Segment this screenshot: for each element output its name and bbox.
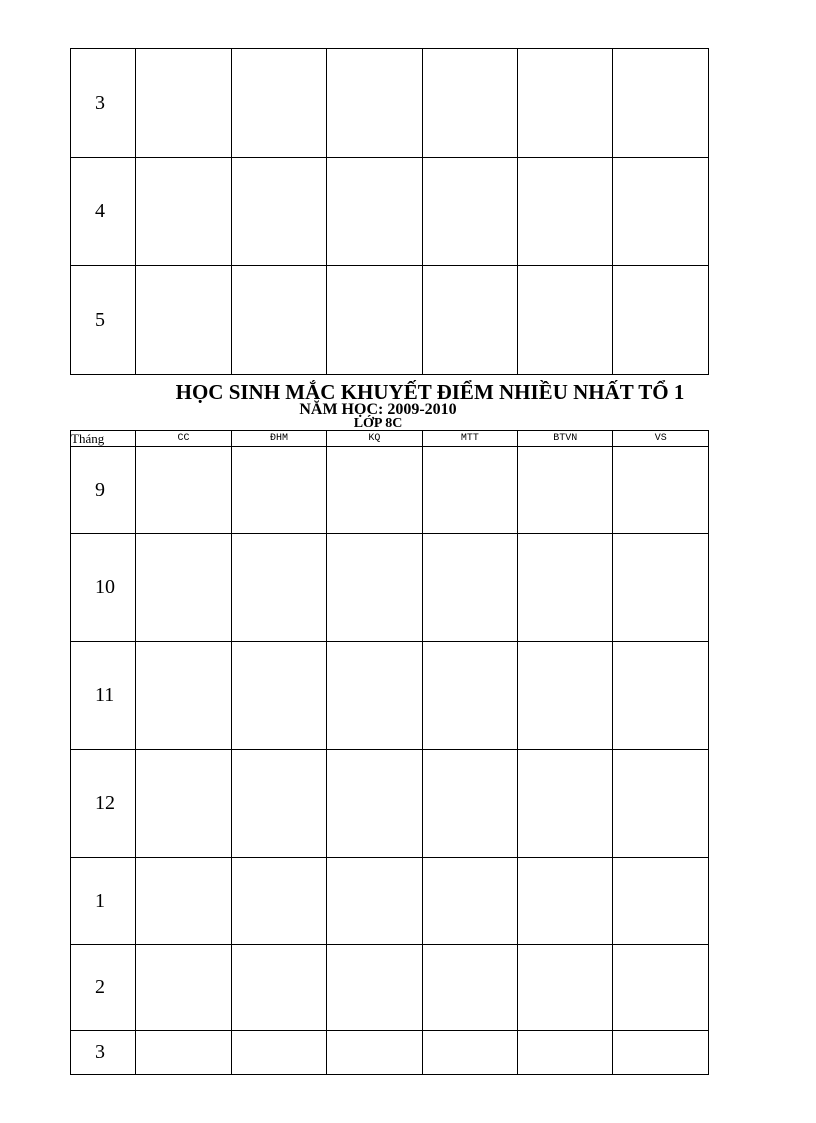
empty-cell[interactable] — [518, 642, 613, 750]
empty-cell[interactable] — [422, 858, 517, 945]
header-cc: CC — [136, 431, 231, 447]
table-row — [71, 750, 709, 858]
empty-cell[interactable] — [136, 1031, 231, 1075]
empty-cell[interactable] — [327, 750, 422, 858]
empty-cell[interactable] — [422, 750, 517, 858]
table-row — [71, 534, 709, 642]
empty-cell[interactable] — [231, 266, 326, 375]
empty-cell[interactable] — [422, 945, 517, 1031]
empty-cell[interactable] — [422, 642, 517, 750]
empty-cell[interactable] — [613, 858, 709, 945]
empty-cell[interactable] — [613, 447, 709, 534]
empty-cell[interactable] — [136, 642, 231, 750]
empty-cell[interactable] — [231, 1031, 326, 1075]
header-kq: KQ — [327, 431, 422, 447]
empty-cell[interactable] — [231, 858, 326, 945]
empty-cell[interactable] — [327, 1031, 422, 1075]
empty-cell[interactable] — [518, 750, 613, 858]
header-row — [71, 431, 709, 447]
empty-cell[interactable] — [231, 534, 326, 642]
empty-cell[interactable] — [327, 642, 422, 750]
table-row — [71, 49, 709, 158]
empty-cell[interactable] — [327, 447, 422, 534]
empty-cell[interactable] — [136, 750, 231, 858]
empty-cell[interactable] — [327, 49, 422, 158]
empty-cell[interactable] — [136, 858, 231, 945]
empty-cell[interactable] — [136, 534, 231, 642]
empty-cell[interactable] — [422, 1031, 517, 1075]
empty-cell[interactable] — [136, 158, 231, 266]
empty-cell[interactable] — [518, 49, 613, 158]
month-cell: 2 — [71, 945, 136, 1031]
empty-cell[interactable] — [518, 858, 613, 945]
month-cell: 1 — [71, 858, 136, 945]
table-row — [71, 642, 709, 750]
empty-cell[interactable] — [613, 158, 709, 266]
month-cell: 5 — [71, 266, 136, 375]
page-title: HỌC SINH MẮC KHUYẾT ĐIỂM NHIỀU NHẤT TỔ 1 — [175, 380, 685, 404]
empty-cell[interactable] — [613, 266, 709, 375]
empty-cell[interactable] — [422, 447, 517, 534]
header-vs: VS — [613, 431, 709, 447]
empty-cell[interactable] — [613, 534, 709, 642]
month-cell: 12 — [71, 750, 136, 858]
empty-cell[interactable] — [613, 49, 709, 158]
header-btvn: BTVN — [518, 431, 613, 447]
empty-cell[interactable] — [136, 266, 231, 375]
empty-cell[interactable] — [422, 49, 517, 158]
month-cell: 9 — [71, 447, 136, 534]
empty-cell[interactable] — [518, 158, 613, 266]
empty-cell[interactable] — [231, 158, 326, 266]
table-row — [71, 945, 709, 1031]
table-row — [71, 858, 709, 945]
empty-cell[interactable] — [518, 534, 613, 642]
empty-cell[interactable] — [231, 642, 326, 750]
empty-cell[interactable] — [518, 945, 613, 1031]
empty-cell[interactable] — [422, 534, 517, 642]
table-row — [71, 158, 709, 266]
month-cell: 3 — [71, 1031, 136, 1075]
table-row — [71, 447, 709, 534]
top-tracking-table — [70, 48, 709, 375]
month-cell: 3 — [71, 49, 136, 158]
empty-cell[interactable] — [231, 49, 326, 158]
empty-cell[interactable] — [613, 1031, 709, 1075]
monthly-tracking-table — [70, 430, 709, 1075]
empty-cell[interactable] — [231, 447, 326, 534]
header-mtt: MTT — [422, 431, 517, 447]
table-row — [71, 266, 709, 375]
empty-cell[interactable] — [327, 858, 422, 945]
header-month: Tháng — [71, 431, 136, 447]
empty-cell[interactable] — [613, 945, 709, 1031]
empty-cell[interactable] — [613, 750, 709, 858]
class-title: LỚP 8C — [353, 416, 403, 431]
month-cell: 10 — [71, 534, 136, 642]
empty-cell[interactable] — [518, 266, 613, 375]
table-row — [71, 1031, 709, 1075]
empty-cell[interactable] — [327, 945, 422, 1031]
empty-cell[interactable] — [613, 642, 709, 750]
empty-cell[interactable] — [327, 534, 422, 642]
header-dhm: ĐHM — [231, 431, 326, 447]
empty-cell[interactable] — [231, 945, 326, 1031]
empty-cell[interactable] — [231, 750, 326, 858]
empty-cell[interactable] — [327, 158, 422, 266]
empty-cell[interactable] — [327, 266, 422, 375]
empty-cell[interactable] — [422, 266, 517, 375]
month-cell: 11 — [71, 642, 136, 750]
empty-cell[interactable] — [422, 158, 517, 266]
school-year-title: NĂM HỌC: 2009-2010 — [299, 401, 457, 418]
month-cell: 4 — [71, 158, 136, 266]
empty-cell[interactable] — [136, 49, 231, 158]
empty-cell[interactable] — [518, 1031, 613, 1075]
empty-cell[interactable] — [136, 945, 231, 1031]
empty-cell[interactable] — [518, 447, 613, 534]
empty-cell[interactable] — [136, 447, 231, 534]
